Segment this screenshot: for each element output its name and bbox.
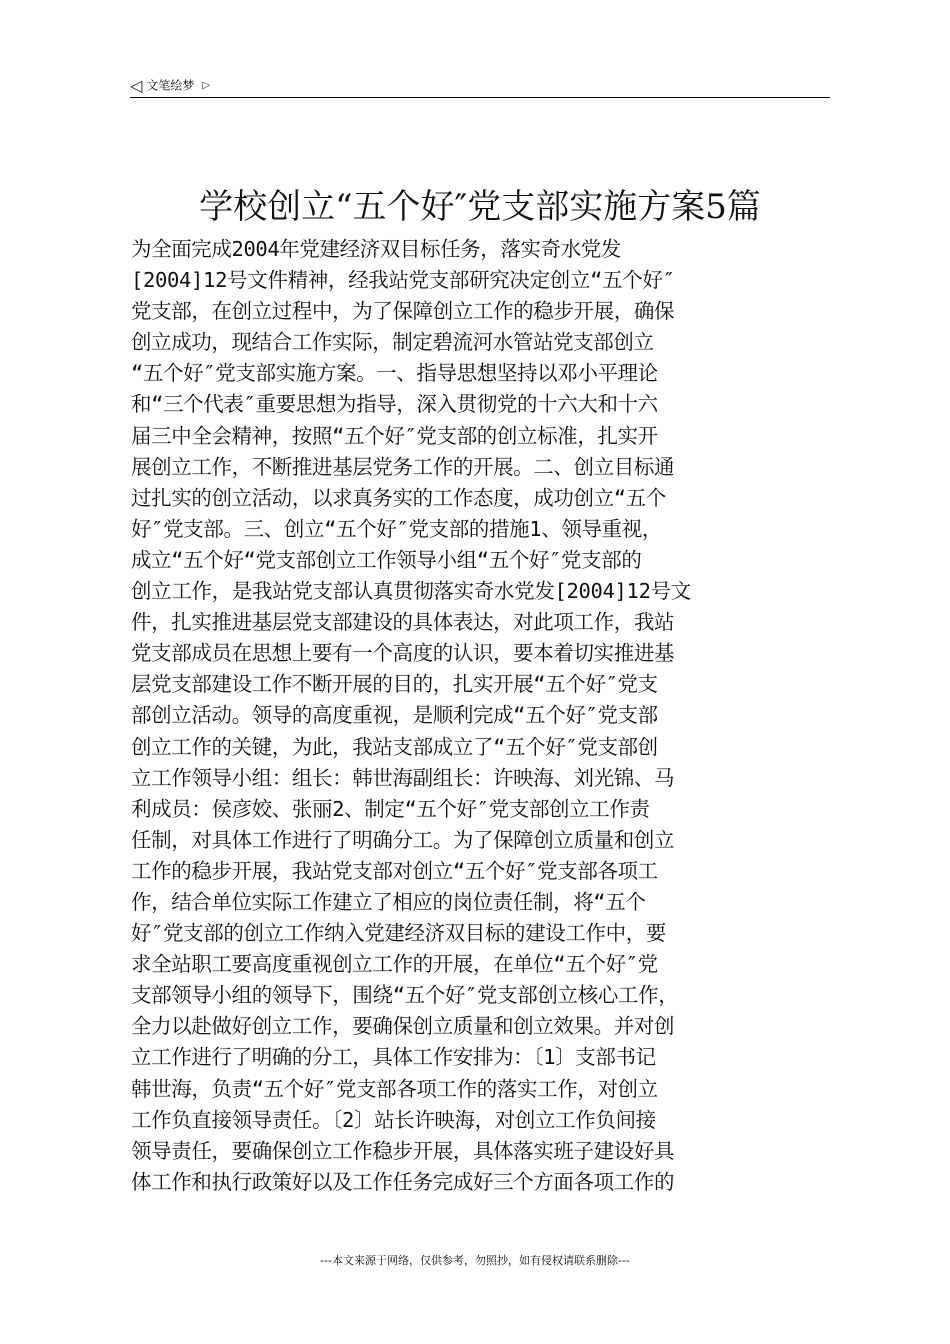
document-body bbox=[131, 234, 831, 1198]
body-line: 作，结合单位实际工作建立了相应的岗位责任制，将“五个 bbox=[131, 889, 646, 914]
body-line: 领导责任，要确保创立工作稳步开展，具体落实班子建设好具 bbox=[131, 1138, 675, 1163]
body-line: 工作负直接领导责任。〔2〕站长许映海，对创立工作负间接 bbox=[131, 1107, 656, 1132]
body-line: 全力以赴做好创立工作，要确保创立质量和创立效果。并对创 bbox=[131, 1014, 675, 1039]
left-triangle-outline-icon: ◁ bbox=[130, 75, 143, 95]
body-line: 展创立工作，不断推进基层党务工作的开展。二、创立目标通 bbox=[131, 454, 675, 479]
page-footer: ---本文来源于网络，仅供参考，勿照抄，如有侵权请联系删除--- bbox=[320, 1254, 630, 1267]
body-line: 创立工作的关键，为此，我站支部成立了“五个好″党支部创 bbox=[131, 734, 658, 759]
body-line: 为全面完成2004年党建经济双目标任务，落实奇水党发 bbox=[131, 237, 621, 261]
body-line: 党支部，在创立过程中，为了保障创立工作的稳步开展，确保 bbox=[131, 299, 675, 324]
body-line: 韩世海，负责“五个好″党支部各项工作的落实工作，对创立 bbox=[131, 1076, 658, 1101]
document-title: 学校创立“五个好″党支部实施方案5篇 bbox=[199, 187, 761, 227]
body-line: 好″党支部。三、创立“五个好″党支部的措施1、领导重视， bbox=[131, 516, 663, 541]
body-line: 创立成功，现结合工作实际，制定碧流河水管站党支部创立 bbox=[131, 330, 654, 355]
body-line: 和“三个代表″重要思想为指导，深入贯彻党的十六大和十六 bbox=[131, 392, 658, 417]
body-line: 利成员：侯彦姣、张丽2、制定“五个好″党支部创立工作责 bbox=[131, 796, 650, 821]
right-triangle-outline-icon: ▷ bbox=[202, 79, 211, 91]
body-line: 届三中全会精神，按照“五个好″党支部的创立标准，扎实开 bbox=[131, 423, 658, 448]
body-line: 立工作领导小组：组长：韩世海副组长：许映海、刘光锦、马 bbox=[131, 765, 675, 790]
header-divider bbox=[130, 97, 830, 98]
header-brand: 文笔绘梦 bbox=[146, 78, 195, 93]
body-line: [2004]12号文件精神，经我站党支部研究决定创立“五个好″ bbox=[131, 268, 675, 293]
body-line: 过扎实的创立活动，以求真务实的工作态度，成功创立“五个 bbox=[131, 485, 666, 510]
body-line: 党支部成员在思想上要有一个高度的认识，要本着切实推进基 bbox=[131, 641, 675, 666]
body-line: “五个好″党支部实施方案。一、指导思想坚持以邓小平理论 bbox=[131, 361, 658, 386]
body-line: 任制，对具体工作进行了明确分工。为了保障创立质量和创立 bbox=[131, 827, 675, 852]
body-line: 求全站职工要高度重视创立工作的开展，在单位“五个好″党 bbox=[131, 952, 658, 977]
body-line: 部创立活动。领导的高度重视，是顺利完成“五个好″党支部 bbox=[131, 703, 658, 728]
body-line: 层党支部建设工作不断开展的目的，扎实开展“五个好″党支 bbox=[131, 672, 658, 697]
body-line: 支部领导小组的领导下，围绕“五个好″党支部创立核心工作， bbox=[131, 983, 679, 1008]
body-line: 好″党支部的创立工作纳入党建经济双目标的建设工作中，要 bbox=[131, 921, 666, 946]
body-line: 体工作和执行政策好以及工作任务完成好三个方面各项工作的 bbox=[131, 1169, 675, 1194]
body-line: 立工作进行了明确的分工，具体工作安排为：〔1〕支部书记 bbox=[131, 1045, 656, 1070]
body-line: 创立工作，是我站党支部认真贯彻落实奇水党发[2004]12号文 bbox=[131, 579, 691, 604]
body-line: 成立“五个好“党支部创立工作领导小组“五个好″党支部的 bbox=[131, 547, 642, 572]
page-header bbox=[130, 74, 830, 96]
body-line: 件，扎实推进基层党支部建设的具体表达，对此项工作，我站 bbox=[131, 610, 675, 635]
body-line: 工作的稳步开展，我站党支部对创立“五个好″党支部各项工 bbox=[131, 858, 658, 883]
